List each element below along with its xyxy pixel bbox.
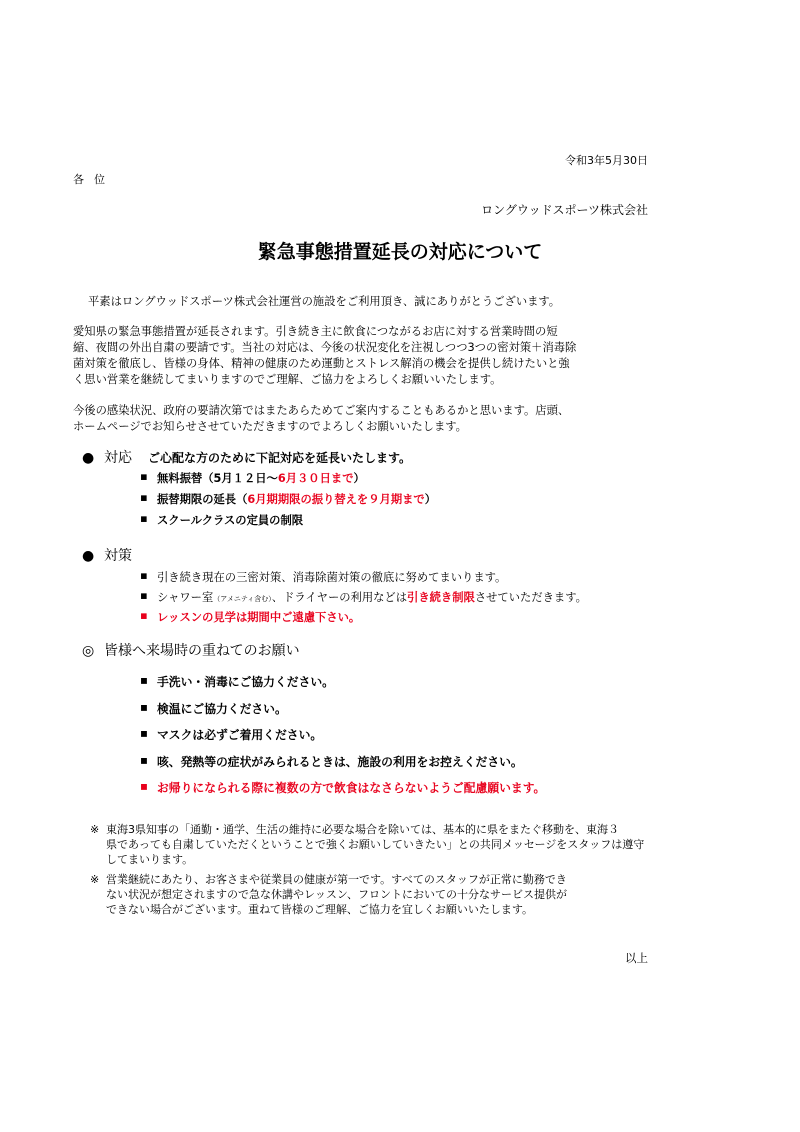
list-item: ▪ お帰りになられる際に複数の方で飲食はなさらないようご配慮願います。 (140, 779, 546, 795)
list-item: ▪ 無料振替（5月１２日～6月３０日まで） (140, 470, 365, 485)
closing-remark: 以上 (625, 951, 648, 965)
bullet-square-icon: ▪ (140, 491, 148, 504)
reference-mark-icon: ※ (90, 823, 100, 836)
bullet-square-icon: ▪ (140, 589, 148, 602)
paragraph-future: 今後の感染状況、政府の要請次第ではまたあらためてご案内することもあるかと思います。店頭、 ホームページでお知らせさせていただきますのでよろしくお願いいたします。 (73, 404, 570, 433)
list-item: ▪ 手洗い・消毒にご協力ください。 (140, 673, 334, 689)
request-list (140, 673, 545, 806)
greeting: 平素はロングウッドスポーツ株式会社運営の施設をご利用頂き、誠にありがとうございます。 (88, 295, 561, 308)
section-request-heading (82, 640, 300, 660)
double-circle-icon: ◎ (82, 643, 95, 659)
document-title: 緊急事態措置延長の対応について (257, 241, 543, 263)
list-item: ▪ レッスンの見学は期間中ご遠慮下さい。 (140, 609, 361, 624)
section-lead: ご心配な方のために下記対応を延長いたします。 (148, 451, 412, 465)
list-item: ▪ マスクは必ずご着用ください。 (140, 726, 323, 742)
company-name: ロングウッドスポーツ株式会社 (481, 203, 648, 217)
bullet-circle-icon: ● (82, 548, 95, 564)
section-heading: 対応 (104, 450, 132, 466)
response-list (140, 470, 436, 533)
bullet-square-icon: ▪ (140, 673, 148, 687)
bullet-square-icon: ▪ (140, 779, 148, 793)
section-heading: 対策 (104, 548, 132, 564)
recipient: 各位 (73, 173, 115, 186)
list-item: ▪ 振替期限の延長（6月期期限の振り替えを９月期まで） (140, 491, 437, 506)
list-item: ▪ スクールクラスの定員の制限 (140, 512, 304, 527)
section-response-heading (82, 447, 411, 467)
bullet-circle-icon: ● (82, 450, 95, 466)
list-item: ▪ 引き続き現在の三密対策、消毒除菌対策の徹底に努めてまいります。 (140, 569, 507, 584)
list-item: ▪ 検温にご協力ください。 (140, 699, 287, 716)
document-date: 令和3年5月30日 (565, 154, 648, 167)
section-heading: 皆様へ来場時の重ねてのお願い (104, 643, 300, 659)
paragraph-notice: 愛知県の緊急事態措置が延長されます。引き続き主に飲食につながるお店に対する営業時間の短 縮、夜間の外出自粛の要請です。当社の対応は、今後の状況変化を注視しつつ3つの密対策＋消毒除 菌対策を徹底し、皆様の身体、精神の健康のため運動とストレス解消の機会を提供し続けたいと強 く思い営業を継続してまいりますのでご理解、ご協力をよろしくお願いいたします。 (73, 325, 577, 386)
bullet-square-icon: ▪ (140, 512, 148, 525)
list-item: ▪ 咳、発熱等の症状がみられるときは、施設の利用をお控えください。 (140, 752, 523, 769)
section-measures-heading (82, 545, 132, 565)
list-item: ▪ シャワー室（アメニティ含む）、ドライヤーの利用などは引き続き制限させていただきます。 (140, 589, 587, 604)
bullet-square-icon: ▪ (140, 726, 148, 740)
bullet-square-icon: ▪ (140, 569, 148, 582)
bullet-square-icon: ▪ (140, 752, 148, 767)
bullet-square-icon: ▪ (140, 699, 148, 714)
bullet-square-icon: ▪ (140, 470, 148, 483)
measures-list (140, 569, 587, 629)
reference-mark-icon: ※ (90, 873, 100, 886)
bullet-square-icon: ▪ (140, 609, 148, 622)
